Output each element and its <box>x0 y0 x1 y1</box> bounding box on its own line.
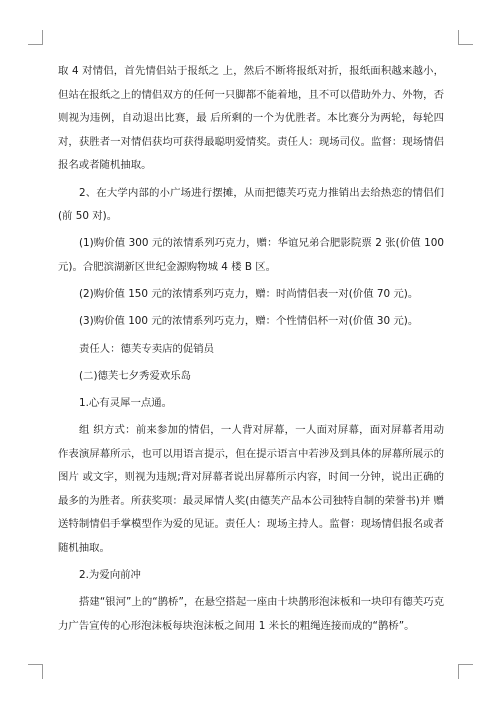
paragraph-campus-booth: 2、在大学内部的小广场进行摆摊，从而把德芙巧克力推销出去给热恋的情侣们(前 50 对)。 <box>58 186 444 223</box>
paragraph-telepathy-rules: 组 织方式：前来参加的情侣，一人背对屏幕，一人面对屏幕，面对屏幕者用动作表演屏幕所示，也可以用语言提示，但在提示语言中若涉及到具体的屏幕所展示的图片 或文字，则视为违规;背对屏幕者说出屏幕所示内容，时间一分钟，说出正确的最多的为胜者。所获奖项：最灵犀情人奖(由德芙产品本公司独特自制的荣誉书)并 赠送特制情侣手掌模型作为爱的见证。责任人：现场主持人。监督：现场情侣报名或者随机抽取。 <box>58 424 444 555</box>
subheading-telepathy-game: 1.心有灵犀一点通。 <box>79 396 173 409</box>
paragraph-rules-continued: 取 4 对情侣，首先情侣站于报纸之 上，然后不断将报纸对折，报纸面积越来越小，但站在报纸之上的情侣双方的任何一只脚都不能着地，且不可以借助外力、外物，否则视为违例，自动退出比赛，最 后所剩的一个为优胜者。本比赛分为两轮，每轮四对，获胜者一对情侣获均可获得最聪明爱情奖。责任人：现场司仪。监督：现场情侣报名或者随机抽取。 <box>58 65 444 172</box>
crop-mark-top-left <box>28 30 43 45</box>
crop-mark-bottom-right <box>458 664 473 679</box>
crop-mark-bottom-left <box>28 664 43 679</box>
paragraph-offer-300: (1)购价值 300 元的浓情系列巧克力，赠：华谊兄弟合肥影院票 2 张(价值 100 元)。合肥滨湖新区世纪金源购物城 4 楼 B 区。 <box>58 237 444 273</box>
document-body <box>58 60 444 639</box>
section-heading-qixi-island: (二)德芙七夕秀爱欢乐岛 <box>79 369 192 382</box>
subheading-rush-for-love: 2.为爱向前冲 <box>79 569 141 582</box>
crop-mark-top-right <box>458 30 473 45</box>
paragraph-offer-100: (3)购价值 100 元的浓情系列巧克力，赠：个性情侣杯一对(价值 30 元)。 <box>79 315 419 328</box>
paragraph-offer-150: (2)购价值 150 元的浓情系列巧克力，赠：时尚情侣表一对(价值 70 元)。 <box>79 288 419 301</box>
paragraph-responsible-promoter: 责任人：德芙专卖店的促销员 <box>79 342 215 355</box>
paragraph-magpie-bridge: 搭建“银河”上的“鹊桥”，在悬空搭起一座由十块鹊形泡沫板和一块印有德芙巧克力广告宣传的心形泡沫板每块泡沫板之间用 1 米长的粗绳连接而成的“鹊桥”。 <box>58 596 444 632</box>
